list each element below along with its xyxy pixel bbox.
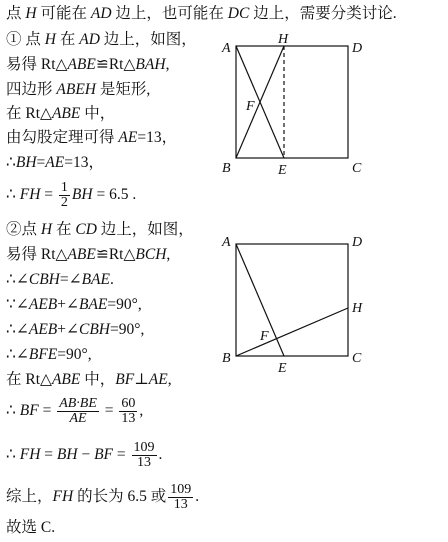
line-case2-right-angle: ∴∠BFE=90°, [6,346,92,363]
label-e: E [278,163,287,178]
line-case1-rectangle: 四边形 ABEH 是矩形, [6,81,151,98]
line-case2-perpendicular: 在 Rt△ABE 中，BF⊥AE, [6,371,172,388]
figure-case2 [218,230,368,380]
label-h: H [278,32,289,47]
line-case2-fh: ∴ FH = BH − BF = $\frac{109}{13}$ . [6,439,163,470]
label-f: F [246,99,255,114]
line-case1-pythagoras: 由勾股定理可得 AE=13， [6,129,178,146]
line-case2-bf: ∴ BF = $\frac{AB\cdot BE}{AE}$ = $\frac{60}{13}$ , [6,395,144,426]
line-case2-heading: ②点 H 在 CD 边上，如图， [6,221,194,238]
fraction-bf-formula: $\frac{AB\cdot BE}{AE}$ [59,395,97,426]
line-case1-congruent: 易得 Rt△ABE≌Rt△BAH, [6,56,170,73]
fraction-109-13: $\frac{109}{13}$ [133,439,155,470]
line-case1-fh: ∴ FH = $\frac{1}{2}$ BH = 6.5 . [6,179,137,210]
line-case2-angle-sum1: ∵∠AEB+∠BAE=90°, [6,296,142,313]
fraction-109-13-conclusion: $\frac{109}{13}$ [170,481,192,512]
label-a: A [222,235,231,250]
line-case2-angle-eq: ∴∠CBH=∠BAE. [6,271,114,288]
label-c: C [352,161,362,176]
label-a: A [222,41,231,56]
fraction-half: $\frac{1}{2}$ [60,179,68,210]
label-d: D [352,235,363,250]
line-case2-angle-sum2: ∴∠AEB+∠CBH=90°, [6,321,145,338]
line-intro: 点 H 可能在 AD 边上，也可能在 DC 边上，需要分类讨论. [6,5,397,22]
fraction-60-13: $\frac{60}{13}$ [121,395,136,426]
label-b: B [222,161,231,176]
line-answer: 故选 C. [6,519,56,536]
label-f: F [260,329,269,344]
line-conclusion: 综上，FH 的长为 6.5 或 $\frac{109}{13}$ . [6,481,200,512]
label-c: C [352,351,362,366]
line-case2-congruent: 易得 Rt△ABE≌Rt△BCH, [6,246,171,263]
line-case1-in-triangle: 在 Rt△ABE 中， [6,105,116,122]
square-abcd [236,244,348,356]
label-h: H [352,301,363,316]
label-b: B [222,351,231,366]
figure-case1 [218,30,368,180]
line-case1-heading: ① 点 H 在 AD 边上，如图， [6,31,197,48]
label-e: E [278,361,287,376]
segment-bh [236,308,348,356]
label-d: D [352,41,363,56]
line-case1-bh: ∴BH=AE=13， [6,154,104,171]
